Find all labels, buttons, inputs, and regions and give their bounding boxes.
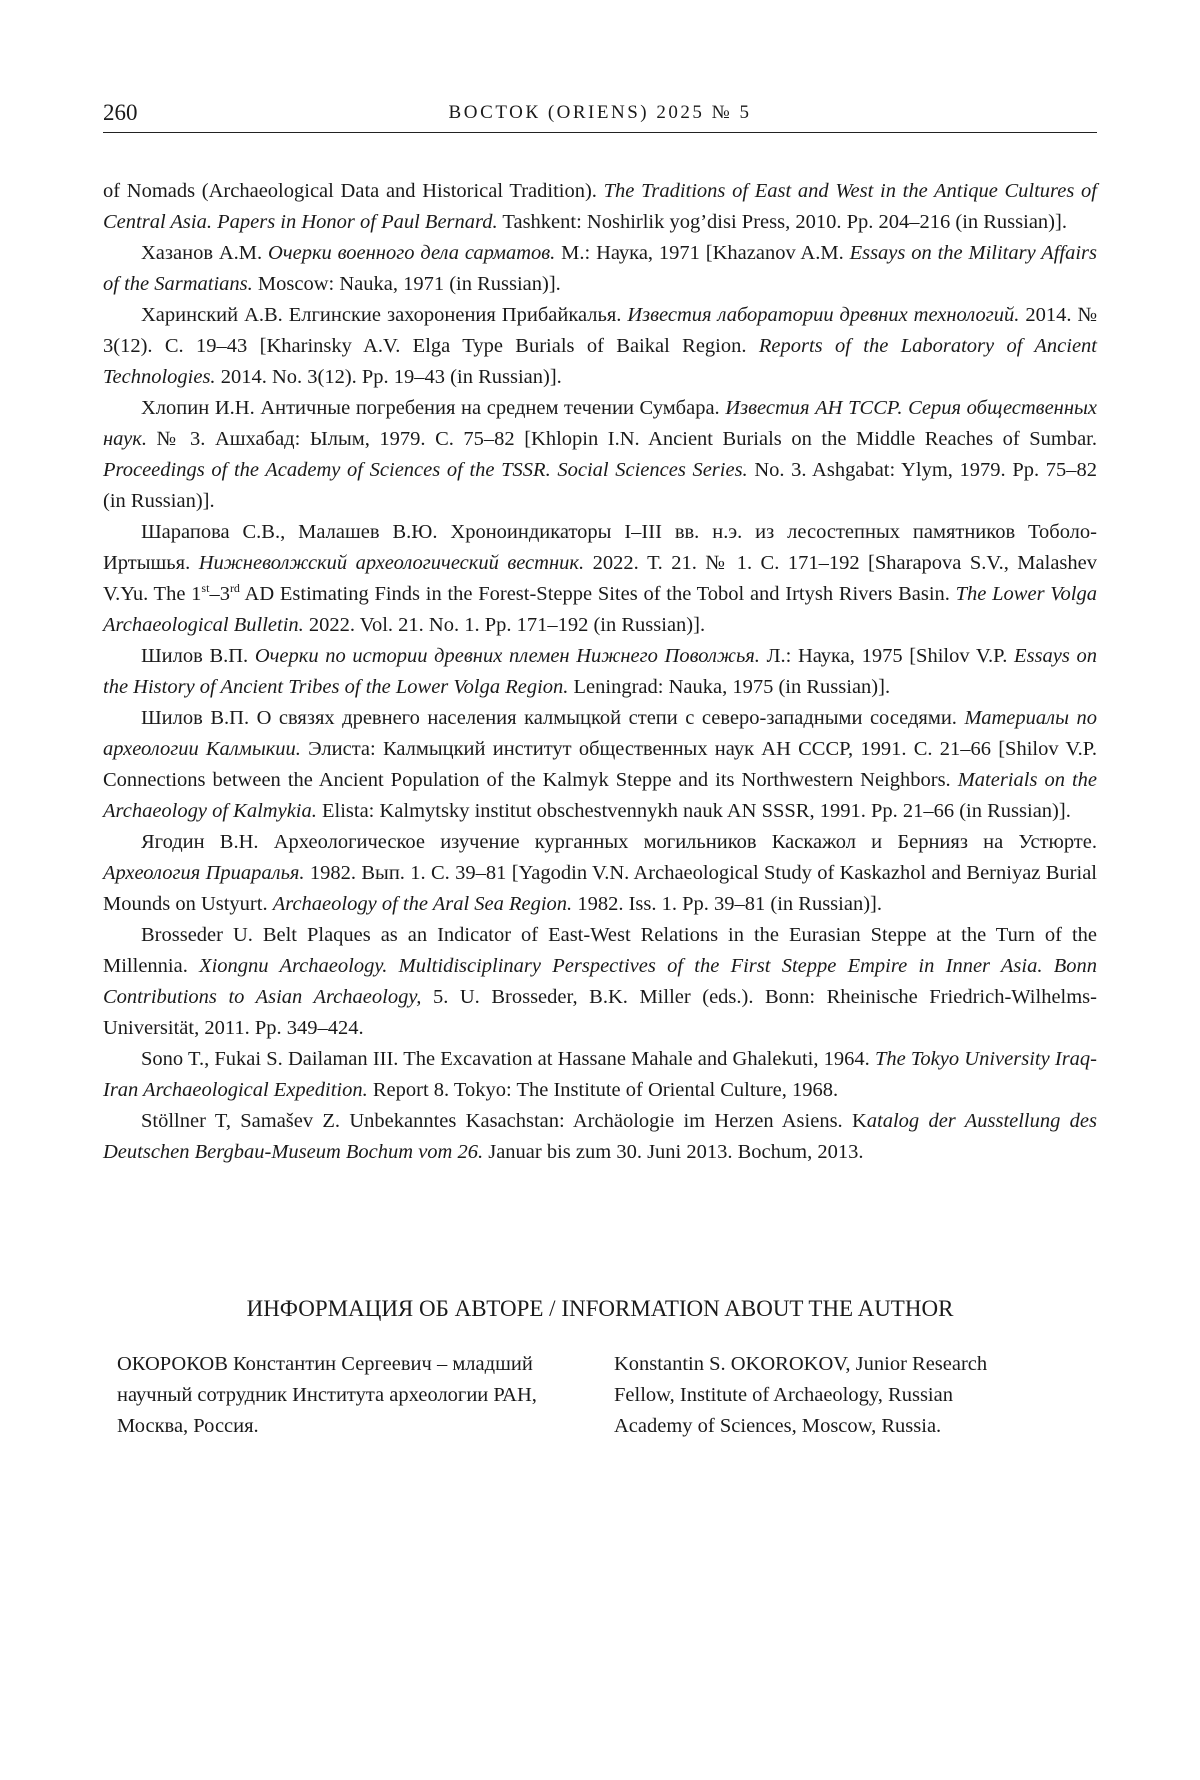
reference-entry bbox=[103, 300, 1097, 393]
superscript: rd bbox=[229, 581, 240, 595]
reference-title-italic: Proceedings of the Academy of Sciences of the TSSR. Social Sciences Series. bbox=[103, 459, 748, 481]
reference-title-italic: Xiongnu Archaeology. Multidisciplinary Perspectives of the First Steppe Empire in Inner Asia. Bonn Contributions to Asian Archaeology, bbox=[103, 955, 1097, 1008]
reference-entry bbox=[103, 176, 1097, 238]
reference-title-italic: Материалы по археологии Калмыкии. bbox=[103, 707, 1097, 760]
reference-text: 2014. № 3(12). С. 19–43 [Kharinsky A.V. Elga Type Burials of Baikal Region. bbox=[103, 304, 1098, 357]
author-info-en: Konstantin S. OKOROKOV, Junior Research Fellow, Institute of Archaeology, Russian Academy of Sciences, Moscow, Russia. bbox=[614, 1353, 988, 1437]
reference-entry bbox=[103, 1044, 1097, 1106]
reference-text: Tashkent: Noshirlik yog’disi Press, 2010. Pp. 204–216 (in Russian)]. bbox=[497, 211, 1067, 233]
reference-text: Stöllner T, Samašev Z. Unbekanntes Kasachstan: Archäologie im Herzen Asiens. K bbox=[141, 1110, 867, 1132]
reference-text: 2014. No. 3(12). Pp. 19–43 (in Russian)]. bbox=[215, 366, 562, 388]
reference-title-italic: Известия АН ТССР. Серия общественных наук. bbox=[103, 397, 1097, 450]
reference-text: 5. U. Brosseder, B.K. Miller (eds.). Bonn: Rheinische Friedrich-Wilhelms-Universität, 2011. Pp. 349–424. bbox=[103, 986, 1097, 1039]
reference-text: № 3. Ашхабад: Ылым, 1979. С. 75–82 [Khlopin I.N. Ancient Burials on the Middle Reaches of Sumbar. bbox=[146, 428, 1097, 450]
reference-text: No. 3. Ashgabat: Ylym, 1979. Pp. 75–82 (in Russian)]. bbox=[103, 459, 1097, 512]
page-number: 260 bbox=[103, 100, 138, 125]
reference-text: Хазанов А.М. bbox=[141, 242, 269, 264]
reference-entry bbox=[103, 827, 1097, 920]
reference-text: Шарапова С.В., Малашев В.Ю. Хроноиндикаторы I–III вв. н.э. из лесостепных памятников Тоболо-Иртышья. bbox=[103, 521, 1097, 574]
reference-title-italic: The Tokyo University Iraq-Iran Archaeological Expedition. bbox=[103, 1048, 1098, 1101]
reference-text: Elista: Kalmytsky institut obschestvennykh nauk AN SSSR, 1991. Pp. 21–66 (in Russian)]. bbox=[316, 800, 1071, 822]
reference-text: Brosseder U. Belt Plaques as an Indicator of East-West Relations in the Eurasian Steppe at the Turn of the Millennia. bbox=[103, 924, 1097, 977]
reference-title-italic: Археология Приаралья. bbox=[103, 862, 305, 884]
running-header bbox=[103, 98, 1097, 133]
reference-title-italic: Archaeology of the Aral Sea Region. bbox=[272, 893, 573, 915]
author-info-ru: ОКОРОКОВ Константин Сергеевич – младший научный сотрудник Института археологии РАН, Москва, Россия. bbox=[117, 1353, 537, 1437]
reference-title-italic: atalog der Ausstellung des Deutschen Bergbau-Museum Bochum vom 26. bbox=[103, 1110, 1097, 1163]
reference-text: AD Estimating Finds in the Forest-Steppe Sites of the Tobol and Irtysh Rivers Basin. bbox=[239, 583, 956, 605]
reference-entry bbox=[103, 1106, 1097, 1168]
reference-text: 1982. Вып. 1. С. 39–81 [Yagodin V.N. Archaeological Study of Kaskazhol and Berniyaz Burial Mounds on Ustyurt. bbox=[103, 862, 1097, 915]
superscript: st bbox=[201, 581, 210, 595]
reference-text: Элиста: Калмыцкий институт общественных наук АН СССР, 1991. С. 21–66 [Shilov V.P. Connections between the Ancient Population of the Kalmyk Steppe and its Northwestern Neighbors. bbox=[103, 738, 1097, 791]
reference-title-italic: Essays on the Military Affairs of the Sarmatians. bbox=[103, 242, 1097, 295]
reference-text: Харинский А.В. Елгинские захоронения Прибайкалья. bbox=[141, 304, 628, 326]
reference-text: Report 8. Tokyo: The Institute of Oriental Culture, 1968. bbox=[367, 1079, 839, 1101]
reference-text: Leningrad: Nauka, 1975 (in Russian)]. bbox=[568, 676, 891, 698]
reference-list bbox=[103, 176, 1097, 1168]
reference-text: Хлопин И.Н. Античные погребения на среднем течении Сумбара. bbox=[141, 397, 726, 419]
author-section-title: ИНФОРМАЦИЯ ОБ АВТОРЕ / INFORMATION ABOUT THE AUTHOR bbox=[246, 1296, 954, 1321]
reference-text: 2022. Т. 21. № 1. С. 171–192 [Sharapova S.V., Malashev V.Yu. The 1 bbox=[103, 552, 1097, 605]
reference-entry bbox=[103, 641, 1097, 703]
reference-text: М.: Наука, 1971 [Khazanov A.M. bbox=[555, 242, 850, 264]
reference-entry bbox=[103, 920, 1097, 1044]
reference-entry bbox=[103, 393, 1097, 517]
reference-text: 1982. Iss. 1. Pp. 39–81 (in Russian)]. bbox=[572, 893, 882, 915]
reference-text: Januar bis zum 30. Juni 2013. Bochum, 2013. bbox=[483, 1141, 864, 1163]
reference-title-italic: Essays on the History of Ancient Tribes of the Lower Volga Region. bbox=[103, 645, 1097, 698]
reference-text: Л.: Наука, 1975 [Shilov V.P. bbox=[759, 645, 1015, 667]
reference-title-italic: Нижневолжский археологический вестник. bbox=[198, 552, 585, 574]
reference-title-italic: Reports of the Laboratory of Ancient Technologies. bbox=[103, 335, 1097, 388]
reference-entry bbox=[103, 517, 1097, 641]
reference-text: Ягодин В.Н. Археологическое изучение курганных могильников Каскажол и Бернияз на Устюрте. bbox=[141, 831, 1097, 853]
reference-entry bbox=[103, 703, 1097, 827]
reference-text: Moscow: Nauka, 1971 (in Russian)]. bbox=[252, 273, 561, 295]
reference-title-italic: Очерки военного дела сарматов. bbox=[268, 242, 556, 264]
journal-title: ВОСТОК (ORIENS) 2025 № 5 bbox=[448, 102, 752, 123]
reference-entry bbox=[103, 238, 1097, 300]
reference-text: of Nomads (Archaeological Data and Historical Tradition). bbox=[103, 180, 604, 202]
reference-text: Шилов В.П. bbox=[141, 645, 255, 667]
reference-title-italic: Очерки по истории древних племен Нижнего Поволжья. bbox=[254, 645, 760, 667]
reference-text: –3 bbox=[209, 583, 230, 605]
reference-text: 2022. Vol. 21. No. 1. Pp. 171–192 (in Russian)]. bbox=[303, 614, 706, 636]
reference-title-italic: Materials on the Archaeology of Kalmykia. bbox=[103, 769, 1098, 822]
reference-title-italic: The Traditions of East and West in the Antique Cultures of Central Asia. Papers in Honor of Paul Bernard. bbox=[103, 180, 1098, 233]
reference-text: Шилов В.П. О связях древнего населения калмыцкой степи с северо-западными соседями. bbox=[141, 707, 965, 729]
reference-text: Sono T., Fukai S. Dailaman III. The Excavation at Hassane Mahale and Ghalekuti, 1964. bbox=[141, 1048, 875, 1070]
reference-title-italic: The Lower Volga Archaeological Bulletin. bbox=[103, 583, 1097, 636]
reference-title-italic: Известия лаборатории древних технологий. bbox=[627, 304, 1020, 326]
